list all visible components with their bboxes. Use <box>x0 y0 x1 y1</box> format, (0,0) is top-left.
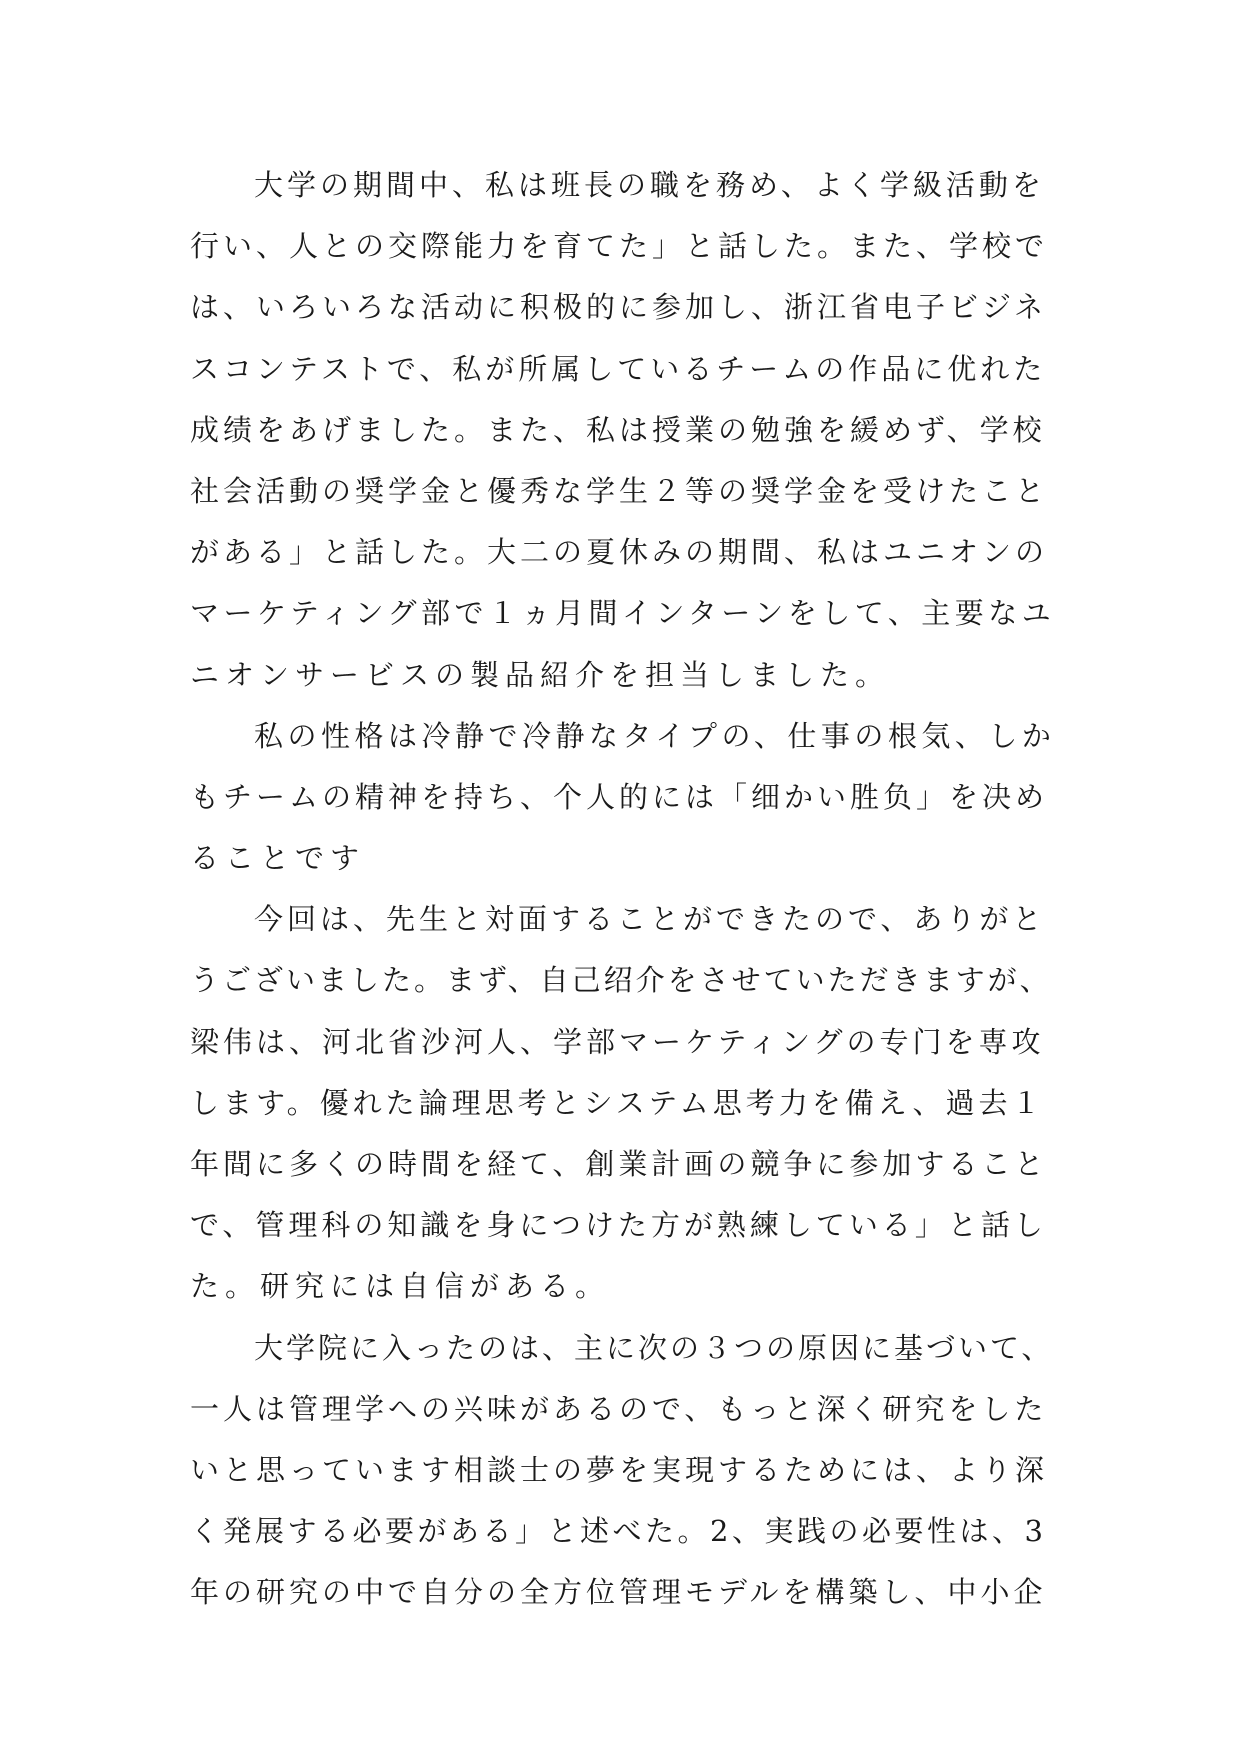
text-line: 私の性格は冷静で冷静なタイプの、仕事の根気、しか <box>254 718 1056 753</box>
text-line: スコンテストで、私が所属しているチームの作品に优れた <box>190 351 1047 386</box>
text-line: ることです <box>190 841 366 876</box>
text-line: もチームの精神を持ち、个人的には「细かい胜负」を决め <box>190 779 1049 814</box>
text-line: 今回は、先生と対面することができたので、ありがと <box>254 902 1046 937</box>
text-line: 大学の期間中、私は班長の職を務め、よく学級活動を <box>254 168 1045 202</box>
text-line: 一人は管理学への兴味があるので、もっと深く研究をした <box>190 1391 1048 1426</box>
text-line: マーケティング部で１ヵ月間インターンをして、主要なユ <box>190 596 1056 631</box>
text-line: た。研究には自信がある。 <box>190 1269 611 1304</box>
text-line: 大学院に入ったのは、主に次の３つの原因に基づいて、 <box>254 1330 1054 1365</box>
text-line: 梁伟は、河北省沙河人、学部マーケティングの专门を専攻 <box>190 1024 1045 1059</box>
text-line: がある」と話した。大二の夏休みの期間、私はユニオンの <box>190 535 1049 570</box>
text-line: 年の研究の中で自分の全方位管理モデルを構築し、中小企 <box>190 1575 1047 1610</box>
text-line: 社会活動の奨学金と優秀な学生２等の奨学金を受けたこと <box>190 473 1049 508</box>
text-line: 成绩をあげました。また、私は授業の勉強を緩めず、学校 <box>190 412 1046 447</box>
text-line: うございました。まず、自己绍介をさせていただきますが、 <box>190 963 1052 998</box>
text-line: します。優れた論理思考とシステム思考力を備え、過去１ <box>190 1085 1045 1120</box>
text-line: 年間に多くの時間を経て、創業計画の競争に参加すること <box>190 1147 1048 1181</box>
text-line: いと思っています相談士の夢を実現するためには、より深 <box>190 1452 1049 1487</box>
text-line: は、いろいろな活动に积极的に参加し、浙江省电子ビジネ <box>190 290 1048 325</box>
text-line: ニオンサービスの製品紹介を担当しました。 <box>190 657 891 692</box>
text-line: で、管理科の知識を身につけた方が熟練している」と話し <box>190 1208 1047 1243</box>
body-text <box>190 155 1055 1624</box>
text-line: く発展する必要がある」と述べた。2、実践の必要性は、3 <box>190 1514 1047 1549</box>
text-line: 行い、人との交際能力を育てた」と話した。また、学校で <box>190 229 1049 264</box>
